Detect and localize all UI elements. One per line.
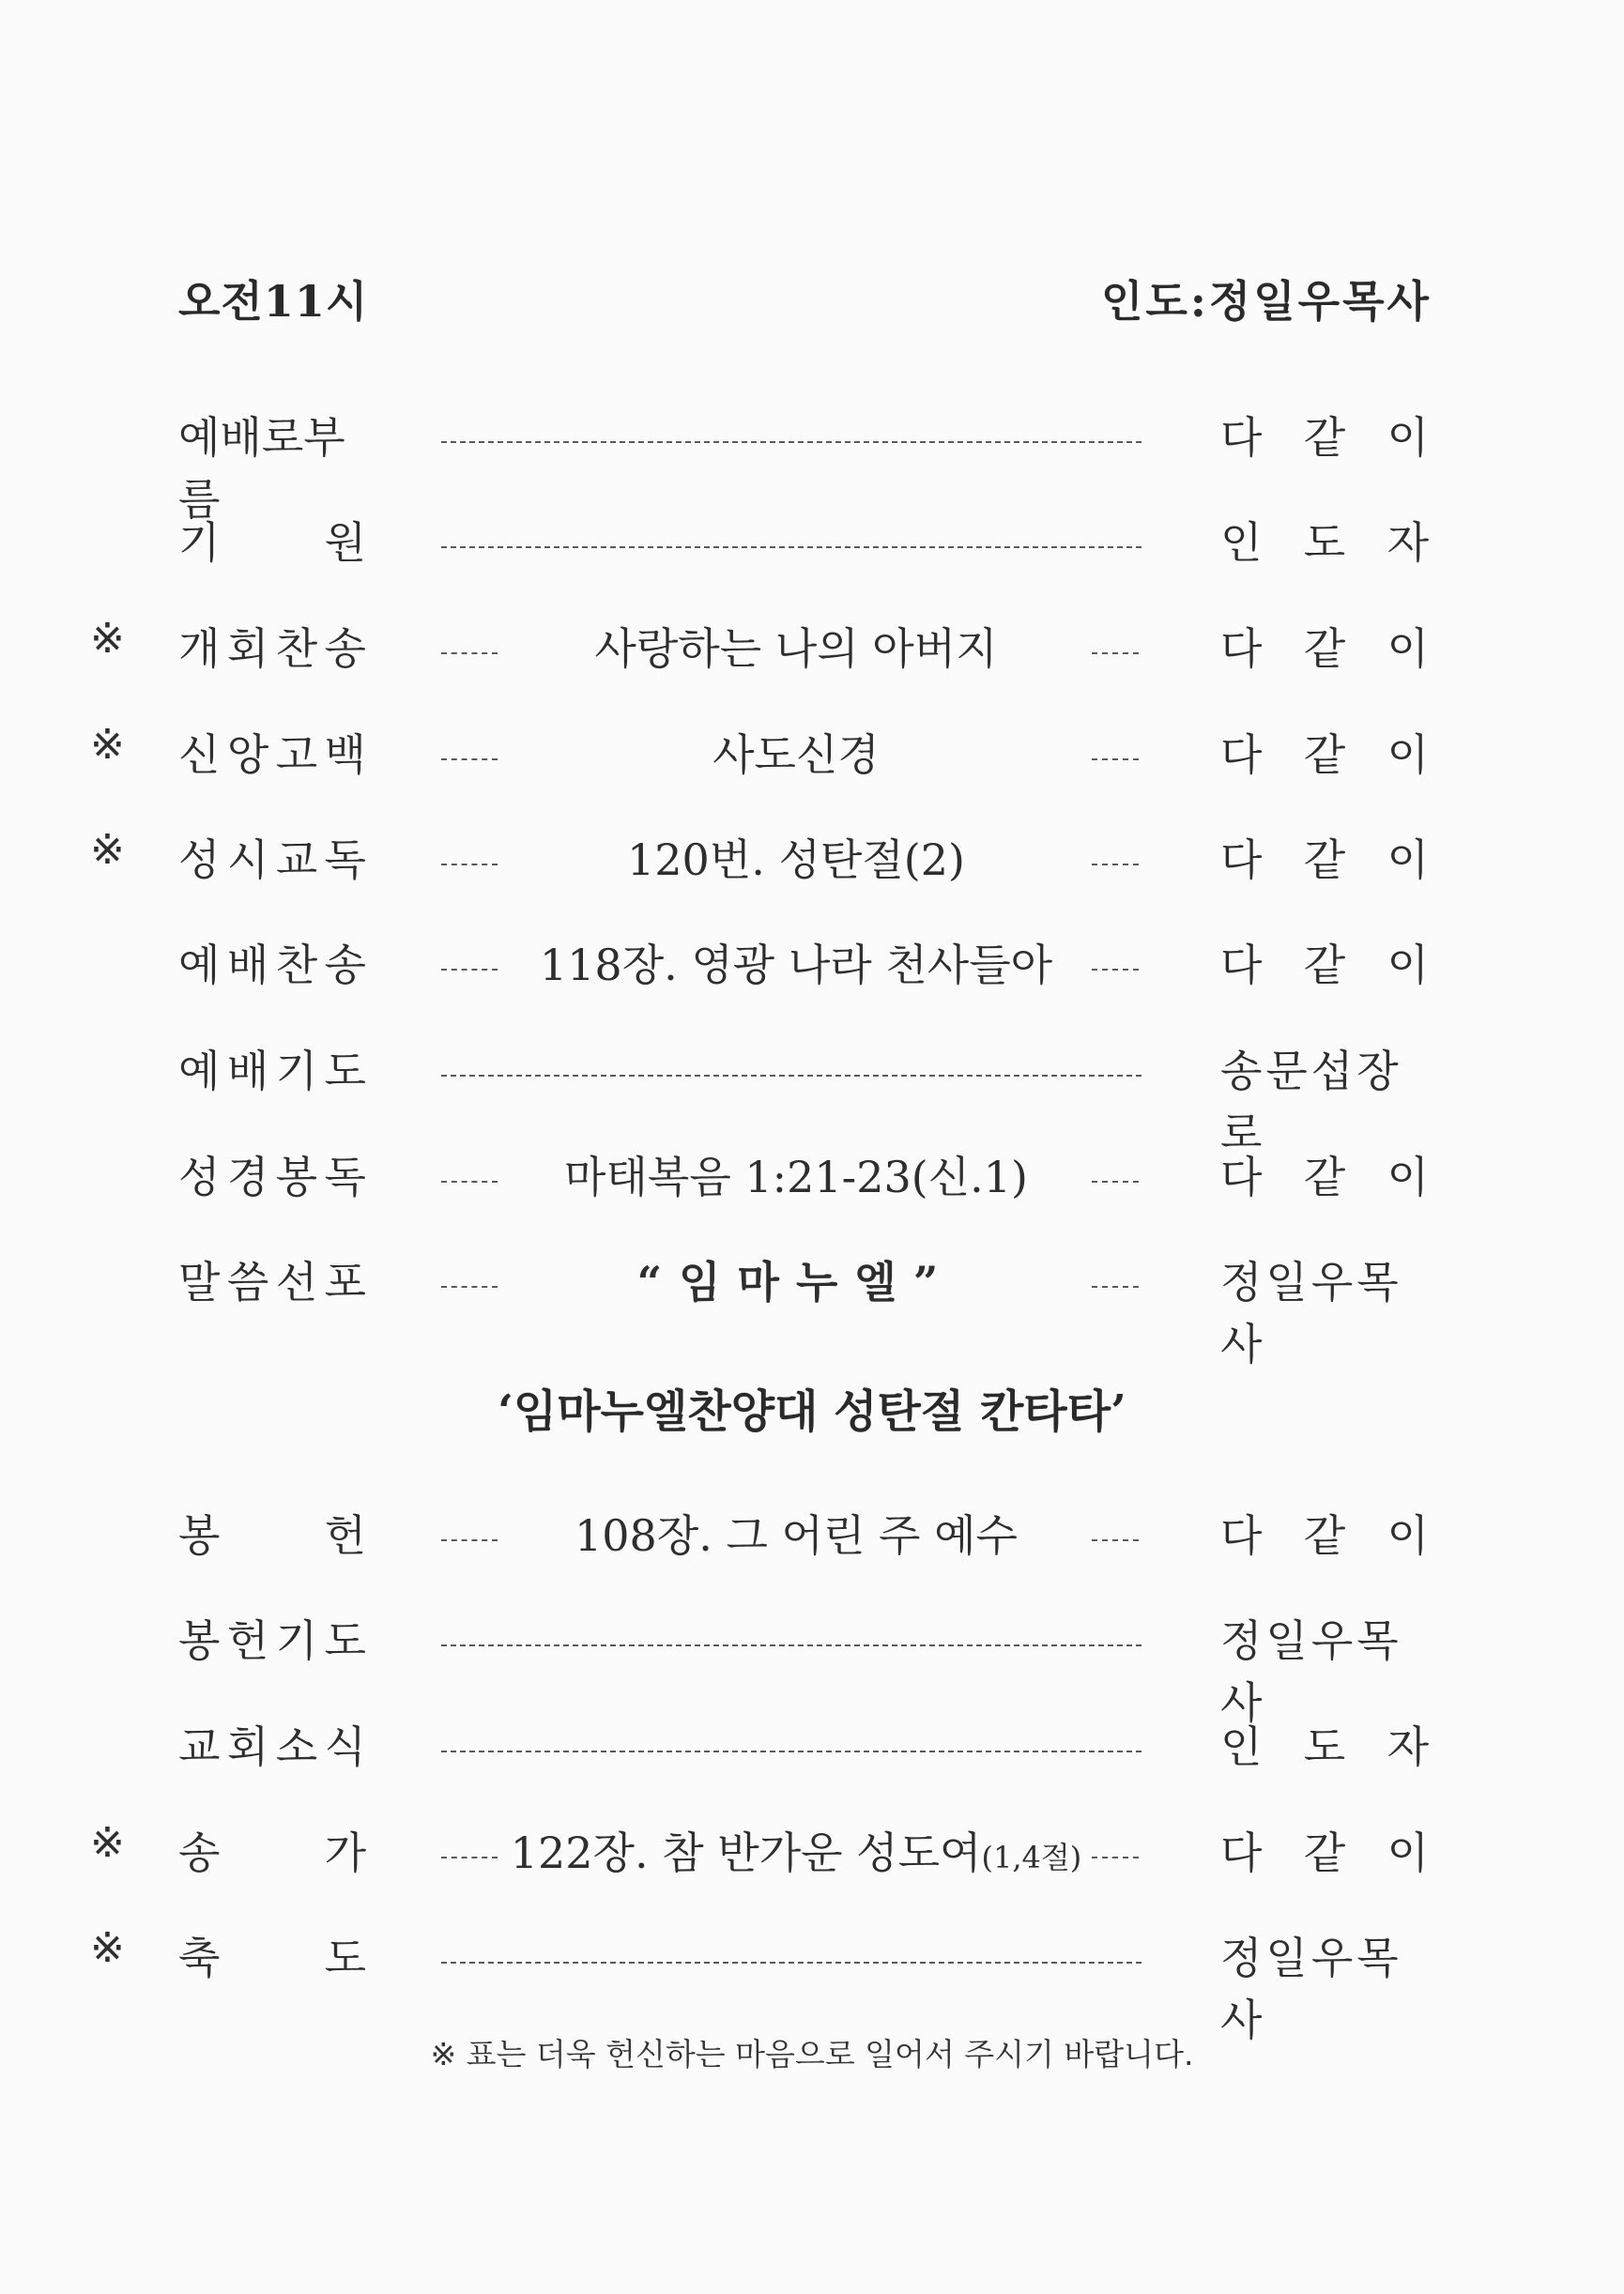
row-label-char: 헌 bbox=[226, 1615, 269, 1666]
row-label-char: 고 bbox=[275, 729, 318, 780]
row-label-char: 예 bbox=[178, 940, 221, 990]
row-label-char: 도 bbox=[324, 1615, 366, 1666]
row-label-char: 기 bbox=[275, 1615, 318, 1666]
row-label-char: 독 bbox=[324, 1152, 366, 1202]
standing-mark: ※ bbox=[90, 721, 125, 769]
service-row bbox=[0, 1502, 1624, 1568]
row-responder-text: 이 bbox=[1387, 1510, 1429, 1561]
row-responder-text: 같 bbox=[1303, 1828, 1346, 1878]
row-label-char: 선 bbox=[275, 1257, 318, 1308]
row-label-char: 백 bbox=[324, 729, 366, 780]
row-responder-text: 같 bbox=[1303, 1152, 1346, 1202]
row-responder-text: 자 bbox=[1387, 517, 1429, 568]
row-content-text: 108장. 그 어린 주 예수 bbox=[575, 1510, 1018, 1561]
leader-dash-left bbox=[441, 1857, 498, 1858]
leader-line bbox=[441, 1075, 1141, 1077]
row-responder-text: 같 bbox=[1303, 623, 1346, 674]
row-responder-text: 다 bbox=[1220, 1510, 1263, 1561]
leader-line bbox=[441, 546, 1141, 548]
leader-dash-right bbox=[1092, 1286, 1139, 1288]
row-label-char: 봉 bbox=[178, 1510, 221, 1561]
row-label-char: 신 bbox=[178, 729, 221, 780]
row-content bbox=[507, 1502, 1085, 1564]
row-label-char: 성 bbox=[178, 834, 221, 885]
leader-dash-left bbox=[441, 652, 498, 654]
row-content bbox=[507, 931, 1085, 993]
row-label bbox=[178, 1502, 366, 1564]
service-row bbox=[0, 1713, 1624, 1779]
row-label-char: 배 bbox=[226, 1046, 269, 1096]
footnote: ※ 표는 더욱 헌신하는 마음으로 일어서 주시기 바랍니다. bbox=[430, 2036, 1194, 2072]
row-label-char: 가 bbox=[324, 1828, 366, 1878]
row-label-char: 씀 bbox=[226, 1257, 269, 1308]
row-responder-text: 이 bbox=[1387, 834, 1429, 885]
row-responder-text: 이 bbox=[1387, 940, 1429, 990]
row-label-char: 찬 bbox=[275, 623, 318, 674]
service-row bbox=[0, 404, 1624, 525]
leader-dash-right bbox=[1092, 652, 1139, 654]
row-label bbox=[178, 826, 366, 888]
row-label-char: 개 bbox=[178, 623, 221, 674]
row-responder bbox=[1220, 404, 1429, 466]
row-responder-text: 같 bbox=[1303, 940, 1346, 990]
row-responder-text: 같 bbox=[1303, 834, 1346, 885]
standing-mark: ※ bbox=[90, 1924, 125, 1972]
row-label-char: 봉 bbox=[178, 1615, 221, 1666]
row-responder bbox=[1220, 1819, 1429, 1881]
row-responder-text: 이 bbox=[1387, 412, 1429, 463]
row-responder-text: 이 bbox=[1387, 623, 1429, 674]
row-label-char: 기 bbox=[275, 1046, 318, 1096]
row-label-char: 말 bbox=[178, 1257, 221, 1308]
leader-dash-right bbox=[1092, 758, 1139, 760]
row-label-char: 회 bbox=[226, 1721, 269, 1772]
row-responder-text: 정일우목사 bbox=[1220, 1933, 1402, 2045]
row-label bbox=[178, 931, 366, 993]
row-label bbox=[178, 1607, 366, 1669]
service-row bbox=[0, 1819, 1624, 1885]
row-label-char: 예배로부름 bbox=[178, 412, 345, 525]
row-content-text: 마태복음 1:21-23(신.1) bbox=[564, 1152, 1028, 1202]
service-time: 오전11시 bbox=[178, 276, 369, 327]
leader-dash-right bbox=[1092, 1857, 1139, 1858]
row-responder bbox=[1220, 615, 1429, 677]
leader-line bbox=[441, 1962, 1141, 1964]
row-label-char: 식 bbox=[324, 1721, 366, 1772]
standing-mark: ※ bbox=[90, 826, 125, 874]
row-label bbox=[178, 1248, 366, 1310]
row-content-text: 118장. 영광 나라 천사들아 bbox=[539, 940, 1053, 990]
row-label-char: 송 bbox=[324, 623, 366, 674]
leader-dash-right bbox=[1092, 1181, 1139, 1183]
row-content bbox=[507, 1143, 1085, 1205]
row-label-char: 교 bbox=[178, 1721, 221, 1772]
service-leader: 인도:정일우목사 bbox=[1100, 276, 1432, 327]
row-label-char: 앙 bbox=[226, 729, 269, 780]
row-responder-text: 다 bbox=[1220, 834, 1263, 885]
row-responder bbox=[1220, 509, 1429, 571]
row-label-char: 독 bbox=[324, 834, 366, 885]
leader-dash-left bbox=[441, 1539, 498, 1541]
row-label-char: 포 bbox=[324, 1257, 366, 1308]
leader-line bbox=[441, 1751, 1141, 1752]
row-label-char: 예 bbox=[178, 1046, 221, 1096]
row-label-char: 송 bbox=[178, 1828, 221, 1878]
leader-line bbox=[441, 441, 1141, 443]
row-responder-text: 같 bbox=[1303, 412, 1346, 463]
row-content-text: “임마누엘” bbox=[636, 1257, 956, 1308]
leader-line bbox=[441, 1644, 1141, 1646]
row-label-char: 시 bbox=[226, 834, 269, 885]
leader-dash-left bbox=[441, 758, 498, 760]
row-responder-text: 다 bbox=[1220, 412, 1263, 463]
row-label-char: 경 bbox=[226, 1152, 269, 1202]
leader-dash-left bbox=[441, 1181, 498, 1183]
row-responder-text: 정일우목사 bbox=[1220, 1615, 1402, 1728]
row-label bbox=[178, 1143, 366, 1205]
row-label-char: 축 bbox=[178, 1933, 221, 1983]
row-content-text: 122장. 참 반가운 성도여 bbox=[510, 1828, 982, 1878]
row-responder-text: 인 bbox=[1220, 1721, 1263, 1772]
leader-dash-right bbox=[1092, 1539, 1139, 1541]
service-header bbox=[178, 268, 1432, 333]
row-label bbox=[178, 615, 366, 677]
row-responder-text: 같 bbox=[1303, 1510, 1346, 1561]
row-content-text: 사랑하는 나의 아버지 bbox=[594, 623, 998, 674]
row-responder bbox=[1220, 721, 1429, 783]
leader-dash-left bbox=[441, 864, 498, 865]
leader-dash-left bbox=[441, 1286, 498, 1288]
row-responder-text: 다 bbox=[1220, 940, 1263, 990]
row-responder-text: 송문섭장로 bbox=[1220, 1046, 1402, 1158]
service-row bbox=[0, 1037, 1624, 1158]
cantata-title: ‘임마누엘찬양대 성탄절 칸타타’ bbox=[498, 1385, 1126, 1438]
row-label bbox=[178, 1713, 366, 1775]
row-content bbox=[507, 721, 1085, 783]
row-responder bbox=[1220, 1143, 1429, 1205]
row-label-char: 도 bbox=[324, 1046, 366, 1096]
row-responder-text: 이 bbox=[1387, 1828, 1429, 1878]
standing-mark: ※ bbox=[90, 1819, 125, 1867]
service-row bbox=[0, 1143, 1624, 1209]
row-responder-text: 다 bbox=[1220, 623, 1263, 674]
row-label-char: 소 bbox=[275, 1721, 318, 1772]
row-responder-text: 정일우목사 bbox=[1220, 1257, 1402, 1369]
row-responder bbox=[1220, 1248, 1429, 1372]
service-row bbox=[0, 931, 1624, 997]
row-label-char: 교 bbox=[275, 834, 318, 885]
service-row bbox=[0, 1248, 1624, 1369]
row-content bbox=[507, 1819, 1085, 1881]
row-label-char: 배 bbox=[226, 940, 269, 990]
row-responder-text: 이 bbox=[1387, 1152, 1429, 1202]
row-content-text: 사도신경 bbox=[712, 729, 880, 780]
leader-dash-left bbox=[441, 969, 498, 971]
row-label-char: 성 bbox=[178, 1152, 221, 1202]
standing-mark: ※ bbox=[90, 615, 125, 663]
service-row bbox=[0, 1607, 1624, 1728]
service-row bbox=[0, 615, 1624, 681]
row-responder-text: 도 bbox=[1303, 1721, 1346, 1772]
row-label-char: 송 bbox=[324, 940, 366, 990]
row-responder-text: 이 bbox=[1387, 729, 1429, 780]
row-label bbox=[178, 1819, 366, 1881]
row-content-text: 120번. 성탄절(2) bbox=[627, 834, 965, 885]
row-responder bbox=[1220, 1713, 1429, 1775]
row-label bbox=[178, 1924, 366, 1986]
row-label-char: 헌 bbox=[324, 1510, 366, 1561]
row-label-char: 회 bbox=[226, 623, 269, 674]
row-label bbox=[178, 509, 366, 571]
row-responder-text: 인 bbox=[1220, 517, 1263, 568]
row-responder-text: 다 bbox=[1220, 1828, 1263, 1878]
row-label-char: 찬 bbox=[275, 940, 318, 990]
row-responder bbox=[1220, 826, 1429, 888]
row-responder-text: 도 bbox=[1303, 517, 1346, 568]
row-responder bbox=[1220, 1502, 1429, 1564]
row-content bbox=[507, 1248, 1085, 1310]
row-label-char: 도 bbox=[324, 1933, 366, 1983]
service-row bbox=[0, 1924, 1624, 2045]
row-responder bbox=[1220, 931, 1429, 993]
row-content-verses: (1,4절) bbox=[981, 1840, 1082, 1875]
row-label-char: 원 bbox=[324, 517, 366, 568]
row-responder-text: 자 bbox=[1387, 1721, 1429, 1772]
leader-dash-right bbox=[1092, 864, 1139, 865]
row-label-char: 봉 bbox=[275, 1152, 318, 1202]
service-row bbox=[0, 509, 1624, 574]
row-responder-text: 다 bbox=[1220, 1152, 1263, 1202]
row-responder-text: 같 bbox=[1303, 729, 1346, 780]
service-row bbox=[0, 721, 1624, 787]
row-label bbox=[178, 1037, 366, 1099]
row-content bbox=[507, 615, 1085, 677]
row-responder-text: 다 bbox=[1220, 729, 1263, 780]
service-row bbox=[0, 826, 1624, 892]
row-content bbox=[507, 826, 1085, 888]
row-label bbox=[178, 721, 366, 783]
leader-dash-right bbox=[1092, 969, 1139, 971]
row-label-char: 기 bbox=[178, 517, 221, 568]
